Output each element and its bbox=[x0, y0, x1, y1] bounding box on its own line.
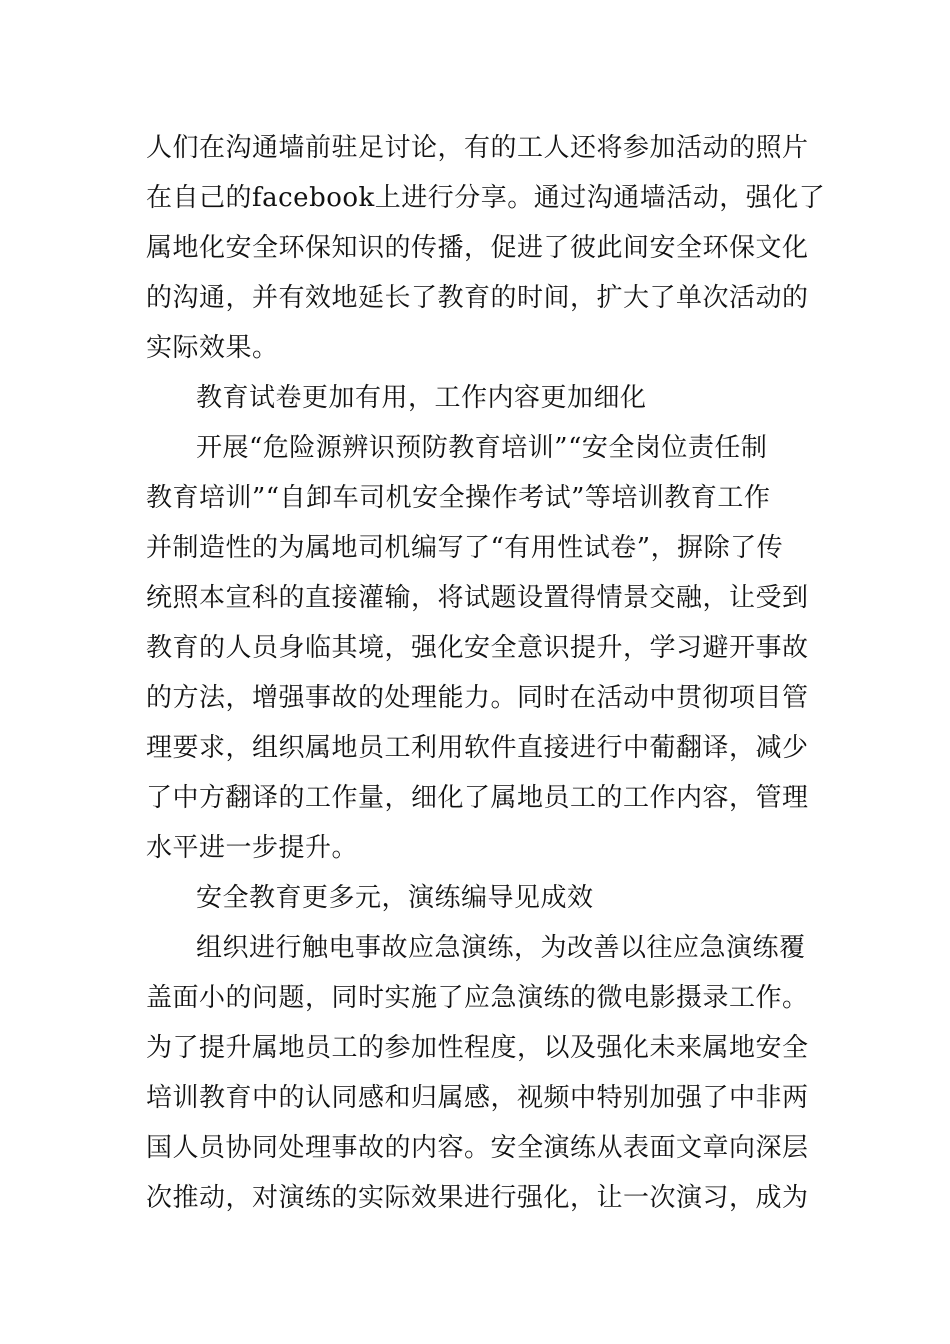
paragraph-line: 并制造性的为属地司机编写了“有用性试卷”，摒除了传 bbox=[146, 533, 784, 563]
paragraph-line: 为了提升属地员工的参加性程度，以及强化未来属地安全 bbox=[146, 1033, 809, 1063]
paragraph-line: 国人员协同处理事故的内容。安全演练从表面文章向深层 bbox=[146, 1133, 809, 1163]
paragraph-line: 教育的人员身临其境，强化安全意识提升，学习避开事故 bbox=[146, 633, 809, 663]
paragraph-line: 开展“危险源辨识预防教育培训”“安全岗位责任制 bbox=[196, 433, 768, 463]
section-heading: 安全教育更多元，演练编导见成效 bbox=[196, 883, 594, 913]
section-heading: 教育试卷更加有用，工作内容更加细化 bbox=[196, 383, 647, 413]
paragraph-line: 了中方翻译的工作量，细化了属地员工的工作内容，管理 bbox=[146, 783, 809, 813]
paragraph-line: 理要求，组织属地员工利用软件直接进行中葡翻译，减少 bbox=[146, 733, 809, 763]
paragraph-line: 的方法，增强事故的处理能力。同时在活动中贯彻项目管 bbox=[146, 683, 809, 713]
paragraph-line: 属地化安全环保知识的传播，促进了彼此间安全环保文化 bbox=[146, 233, 809, 263]
paragraph-line: 教育培训”“自卸车司机安全操作考试”等培训教育工作 bbox=[146, 483, 771, 513]
paragraph-line: 次推动，对演练的实际效果进行强化，让一次演习，成为 bbox=[146, 1183, 809, 1213]
paragraph-line: 的沟通，并有效地延长了教育的时间，扩大了单次活动的 bbox=[146, 283, 809, 313]
paragraph-line: 实际效果。 bbox=[146, 333, 279, 363]
paragraph-line: 培训教育中的认同感和归属感，视频中特别加强了中非两 bbox=[146, 1083, 809, 1113]
paragraph-line: 组织进行触电事故应急演练，为改善以往应急演练覆 bbox=[196, 933, 806, 963]
paragraph-line: 在自己的facebook上进行分享。通过沟通墙活动，强化了 bbox=[146, 183, 826, 213]
paragraph-line: 人们在沟通墙前驻足讨论，有的工人还将参加活动的照片 bbox=[146, 133, 809, 163]
paragraph-line: 水平进一步提升。 bbox=[146, 833, 359, 863]
paragraph-line: 统照本宣科的直接灌输，将试题设置得情景交融，让受到 bbox=[146, 583, 809, 613]
paragraph-line: 盖面小的问题，同时实施了应急演练的微电影摄录工作。 bbox=[146, 983, 809, 1013]
